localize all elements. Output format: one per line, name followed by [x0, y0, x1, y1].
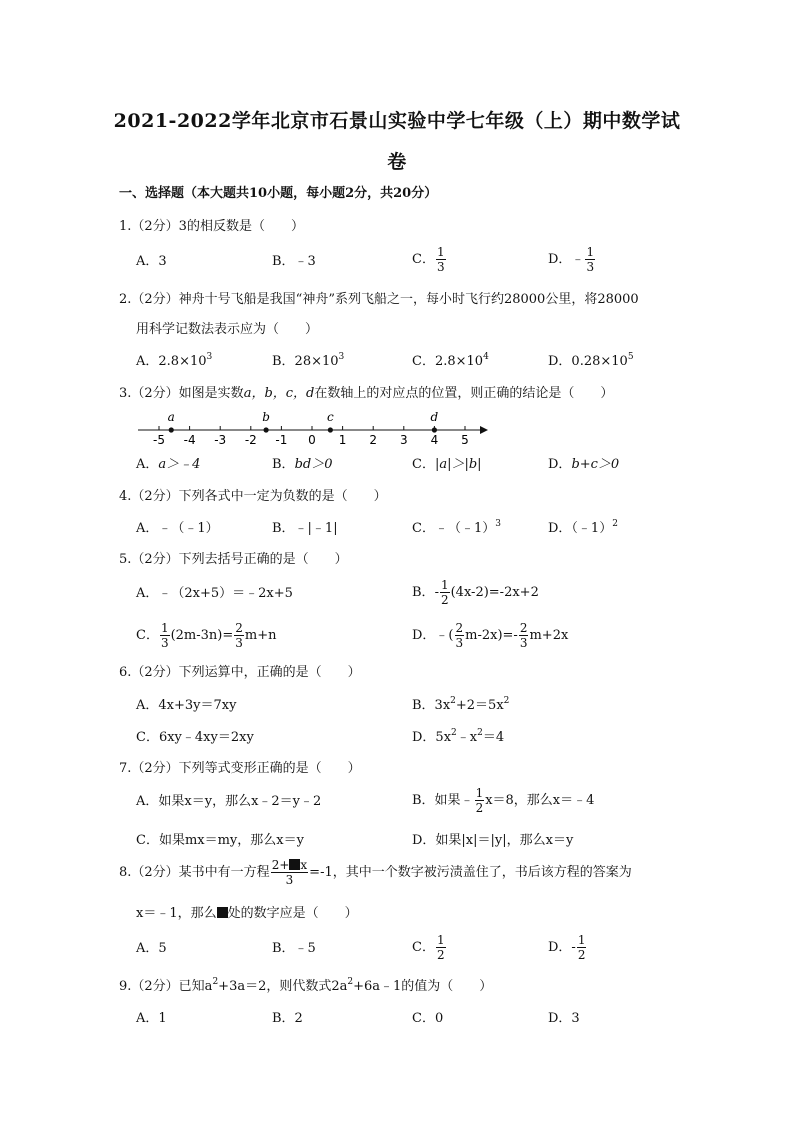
number-line-tick-label: -2	[244, 433, 257, 447]
q5-option-c: C． $\frac{1}{3}$ (2m-3n)= $\frac{2}{3}$ m+n	[136, 621, 277, 650]
q7-option-b: B．如果﹣ $\frac{1}{2}$ x＝8，那么x＝﹣4	[412, 786, 595, 815]
q8-option-c: C． $\frac{1}{2}$	[412, 933, 445, 962]
exam-title-line2: 卷	[387, 151, 407, 173]
question-7-stem: 7.（2分）下列等式变形正确的是（ ）	[119, 761, 361, 776]
number-line-tick-label: 0	[308, 433, 316, 447]
ink-stain-block-icon	[289, 859, 300, 870]
q5-option-b: B．- $\frac{1}{2}$ (4x-2)=-2x+2	[412, 578, 539, 607]
number-line-tick-label: -1	[275, 433, 288, 447]
q9-option-c: C．0	[412, 1011, 444, 1026]
q6-option-a: A．4x+3y＝7xy	[136, 698, 237, 713]
q8-option-a: A．5	[136, 941, 167, 956]
section-heading: 一、选择题（本大题共10小题，每小题2分，共20分）	[119, 186, 438, 201]
ink-stain-block-icon	[217, 907, 228, 918]
question-4-stem: 4.（2分）下列各式中一定为负数的是（ ）	[119, 489, 387, 504]
number-line-point-d	[432, 427, 437, 432]
q2-option-b: B．$28\times 10^3$	[272, 352, 345, 369]
q8-option-b: B．﹣5	[272, 941, 316, 956]
q4-option-d: D．（﹣1）$^2$	[548, 519, 618, 536]
number-line-point-b	[264, 427, 269, 432]
q7-option-a: A．如果x＝y，那么x﹣2＝y﹣2	[136, 794, 322, 809]
q3-option-a: A．a＞﹣4	[136, 457, 201, 472]
number-line-point-c	[328, 427, 333, 432]
number-line-tick-label: -3	[214, 433, 227, 447]
number-line-tick-label: -5	[153, 433, 165, 447]
q9-option-a: A．1	[136, 1011, 167, 1026]
number-line-point-label: a	[167, 410, 175, 424]
number-line-point-label: c	[326, 410, 334, 424]
number-line-tick-label: -4	[183, 433, 196, 447]
q4-option-c: C．﹣（﹣1）$^3$	[412, 519, 501, 536]
question-9-stem: 9.（2分）已知$a^2+3a=2$，则代数式$2a^2+6a﹣1$的值为（ ）	[119, 977, 493, 994]
number-line-tick-label: 3	[399, 433, 408, 447]
q5-option-a: A．﹣（2x+5）＝﹣2x+5	[136, 586, 293, 601]
number-line-arrow-icon	[480, 426, 488, 434]
question-3-stem: 3.（2分）如图是实数a，b，c，d在数轴上的对应点的位置，则正确的结论是（ ）	[119, 386, 614, 401]
number-line-tick-label: 2	[369, 433, 378, 447]
number-line-point-label: d	[430, 410, 439, 424]
q6-option-d: D．$5x^2﹣x^2=4$	[412, 728, 505, 745]
q1-option-c: C． $\frac{1}{3}$	[412, 245, 445, 274]
number-line-point-label: b	[262, 410, 270, 424]
number-line-tick-label: 4	[430, 433, 439, 447]
q2-option-d: D．$0.28\times 10^5$	[548, 352, 634, 369]
number-line-tick-label: 1	[338, 433, 347, 447]
question-2-stem-line2: 用科学记数法表示应为（ ）	[136, 322, 319, 337]
q9-option-b: B．2	[272, 1011, 303, 1026]
number-line-tick-label: 5	[461, 433, 469, 447]
q8-option-d: D．- $\frac{1}{2}$	[548, 933, 586, 962]
q1-option-a: A．3	[136, 254, 167, 269]
q7-option-d: D．如果|x|＝|y|，那么x＝y	[412, 833, 574, 848]
q2-option-c: C．$2.8\times 10^4$	[412, 352, 489, 369]
question-5-stem: 5.（2分）下列去括号正确的是（ ）	[119, 552, 348, 567]
question-1-stem: 1.（2分）3的相反数是（ ）	[119, 219, 304, 234]
q2-option-a: A．$2.8\times 10^3$	[136, 352, 213, 369]
q9-option-d: D．3	[548, 1011, 580, 1026]
q1-option-b: B．﹣3	[272, 254, 316, 269]
question-8-stem-line2: x＝﹣1，那么 处的数字应是（ ）	[136, 906, 358, 921]
number-line-figure	[136, 405, 496, 449]
q6-option-b: B．$3x^2+2=5x^2$	[412, 696, 510, 713]
q4-option-b: B．﹣|﹣1|	[272, 521, 338, 536]
q1-option-d: D．﹣ $\frac{1}{3}$	[548, 245, 595, 274]
q3-option-d: D．b+c＞0	[548, 457, 620, 472]
question-6-stem: 6.（2分）下列运算中，正确的是（ ）	[119, 665, 361, 680]
q3-option-c: C．|a|＞|b|	[412, 457, 482, 472]
question-2-stem-line1: 2.（2分）神舟十号飞船是我国“神舟”系列飞船之一，每小时飞行约28000公里，将28000	[119, 292, 639, 307]
question-8-stem-line1: 8.（2分）某书中有一方程 $\frac{2+ x}{3}$ =-1，其中一个数字被污渍盖住了，书后该方程的答案为	[119, 858, 632, 887]
number-line-point-a	[169, 427, 174, 432]
exam-title-line1: 2021-2022学年北京市石景山实验中学七年级（上）期中数学试	[113, 110, 681, 132]
q3-option-b: B．bd＞0	[272, 457, 333, 472]
q5-option-d: D．﹣( $\frac{2}{3}$ m-2x)=- $\frac{2}{3}$ m+2x	[412, 621, 569, 650]
q7-option-c: C．如果mx＝my，那么x＝y	[136, 833, 304, 848]
q4-option-a: A．﹣（﹣1）	[136, 521, 219, 536]
q6-option-c: C．6xy﹣4xy＝2xy	[136, 730, 254, 745]
